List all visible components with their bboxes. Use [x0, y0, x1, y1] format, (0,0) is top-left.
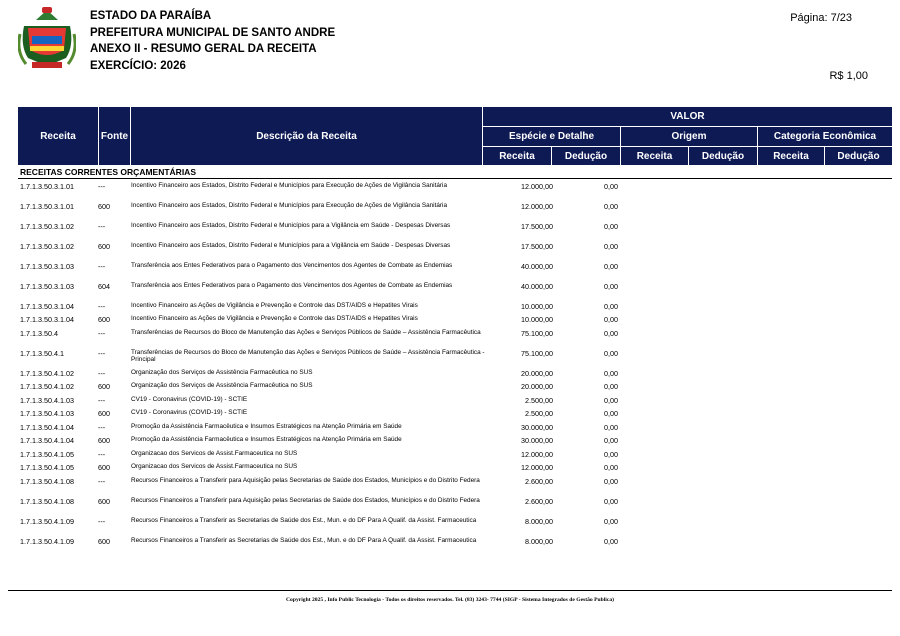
table-body — [18, 182, 892, 557]
row-receita: 12.000,00 — [521, 463, 553, 472]
row-fonte: --- — [98, 329, 106, 338]
table-row — [18, 409, 892, 423]
row-receita: 2.500,00 — [525, 409, 553, 418]
row-code: 1.7.1.3.50.4.1.03 — [20, 396, 74, 405]
row-code: 1.7.1.3.50.3.1.02 — [20, 242, 74, 251]
table-row — [18, 537, 892, 557]
row-description: Incentivo Financeiro aos Estados, Distrito Federal e Municípios para a Vigilância em Saúde - Despesas Diversas — [131, 222, 451, 229]
row-deducao: 0,00 — [604, 409, 618, 418]
currency-unit: R$ 1,00 — [829, 70, 868, 82]
row-receita: 8.000,00 — [525, 537, 553, 546]
row-deducao: 0,00 — [604, 262, 618, 271]
row-deducao: 0,00 — [604, 423, 618, 432]
row-description: Incentivo Financeiro as Ações de Vigilância e Prevenção e Controle das DST/AIDS e Hepatites Virais — [131, 302, 418, 309]
row-receita: 10.000,00 — [521, 302, 553, 311]
row-code: 1.7.1.3.50.3.1.01 — [20, 182, 74, 191]
row-receita: 40.000,00 — [521, 282, 553, 291]
row-description: Recursos Financeiros a Transferir as Secretarias de Saúde dos Est., Mun. e do DF Para A Qualif. da Assist. Farmaceutica — [131, 537, 477, 544]
row-code: 1.7.1.3.50.4.1 — [20, 349, 64, 358]
report-header — [90, 8, 335, 74]
row-receita: 12.000,00 — [521, 202, 553, 211]
table-row — [18, 369, 892, 382]
row-description: Incentivo Financeiro aos Estados, Distrito Federal e Municípios para Execução de Ações de Vigilância Sanitária — [131, 202, 448, 209]
footer-divider — [8, 590, 892, 591]
municipality-name: PREFEITURA MUNICIPAL DE SANTO ANDRE — [90, 26, 336, 39]
row-code: 1.7.1.3.50.3.1.02 — [20, 222, 74, 231]
sub-origem-receita: Receita — [621, 147, 688, 165]
row-fonte: --- — [98, 262, 106, 271]
row-deducao: 0,00 — [604, 450, 618, 459]
col-fonte: Fonte — [99, 107, 130, 165]
row-deducao: 0,00 — [604, 369, 618, 378]
row-deducao: 0,00 — [604, 282, 618, 291]
row-fonte: --- — [98, 302, 106, 311]
table-row — [18, 349, 892, 369]
row-fonte: --- — [98, 477, 106, 486]
footer-copyright: Copyright 2025 , Info Public Tecnologia - Todos os direitos reservados. Tel. (83) 3243- 7744 (SIGP - Sistema Integrados de Gestão Publica) — [286, 597, 614, 603]
table-row — [18, 302, 892, 315]
row-code: 1.7.1.3.50.3.1.01 — [20, 202, 74, 211]
row-deducao: 0,00 — [604, 537, 618, 546]
row-receita: 2.500,00 — [525, 396, 553, 405]
row-deducao: 0,00 — [604, 349, 618, 358]
section-divider — [18, 178, 892, 179]
row-fonte: --- — [98, 369, 106, 378]
col-receita: Receita — [18, 107, 98, 165]
row-deducao: 0,00 — [604, 202, 618, 211]
row-description: Organizacao dos Servicos de Assist.Farmaceutica no SUS — [131, 463, 298, 470]
row-code: 1.7.1.3.50.4.1.05 — [20, 463, 74, 472]
col-origem: Origem — [621, 127, 757, 146]
report-title: ANEXO II - RESUMO GERAL DA RECEITA — [90, 43, 317, 55]
col-valor: VALOR — [483, 107, 892, 126]
row-description: Transferência aos Entes Federativos para o Pagamento dos Vencimentos dos Agentes de Combate as Endemias — [131, 282, 453, 289]
row-fonte: 600 — [98, 436, 110, 445]
row-code: 1.7.1.3.50.4.1.04 — [20, 436, 74, 445]
row-code: 1.7.1.3.50.4.1.02 — [20, 382, 74, 391]
row-code: 1.7.1.3.50.3.1.04 — [20, 315, 74, 324]
row-description: Incentivo Financeiro as Ações de Vigilância e Prevenção e Controle das DST/AIDS e Hepatites Virais — [131, 315, 418, 322]
row-code: 1.7.1.3.50.4.1.02 — [20, 369, 74, 378]
table-row — [18, 382, 892, 396]
row-deducao: 0,00 — [604, 396, 618, 405]
row-deducao: 0,00 — [604, 302, 618, 311]
row-receita: 30.000,00 — [521, 436, 553, 445]
row-code: 1.7.1.3.50.4.1.09 — [20, 517, 74, 526]
table-row — [18, 463, 892, 477]
row-fonte: --- — [98, 222, 106, 231]
row-code: 1.7.1.3.50.3.1.03 — [20, 262, 74, 271]
table-row — [18, 262, 892, 282]
row-description: Transferências de Recursos do Bloco de Manutenção das Ações e Serviços Públicos de Saúde – Assistência Farmacêutica — [131, 329, 481, 336]
row-receita: 17.500,00 — [521, 222, 553, 231]
row-fonte: 600 — [98, 242, 110, 251]
row-fonte: 600 — [98, 382, 110, 391]
row-description: Incentivo Financeiro aos Estados, Distrito Federal e Municípios para a Vigilância em Saúde - Despesas Diversas — [131, 242, 451, 249]
row-code: 1.7.1.3.50.4.1.08 — [20, 497, 74, 506]
col-especie: Espécie e Detalhe — [483, 127, 620, 146]
row-code: 1.7.1.3.50.4.1.08 — [20, 477, 74, 486]
row-code: 1.7.1.3.50.4.1.03 — [20, 409, 74, 418]
row-description: Transferências de Recursos do Bloco de Manutenção das Ações e Serviços Públicos de Saúde – Assistência Farmacêutica - Principal — [131, 349, 485, 364]
state-name: ESTADO DA PARAÍBA — [90, 10, 212, 22]
row-description: Promoção da Assistência Farmacêutica e Insumos Estratégicos na Atenção Primária em Saúde — [131, 436, 402, 443]
row-fonte: --- — [98, 396, 106, 405]
row-description: Recursos Financeiros a Transferir para Aquisição pelas Secretarias de Saúde dos Estados, Municípios e do Distrito Federa — [131, 477, 480, 484]
section-title: RECEITAS CORRENTES ORÇAMENTÁRIAS — [20, 167, 196, 177]
row-receita: 75.100,00 — [521, 329, 553, 338]
row-deducao: 0,00 — [604, 182, 618, 191]
row-description: Organização dos Serviços de Assistência Farmacêutica no SUS — [131, 369, 313, 376]
table-row — [18, 315, 892, 329]
table-row — [18, 450, 892, 463]
row-description: Recursos Financeiros a Transferir as Secretarias de Saúde dos Est., Mun. e do DF Para A Qualif. da Assist. Farmaceutica — [131, 517, 477, 524]
col-descricao: Descrição da Receita — [131, 107, 482, 165]
table-row — [18, 423, 892, 436]
row-receita: 10.000,00 — [521, 315, 553, 324]
coat-of-arms-logo — [18, 6, 76, 72]
row-fonte: 600 — [98, 409, 110, 418]
row-code: 1.7.1.3.50.4 — [20, 329, 58, 338]
sub-categoria-deducao: Dedução — [825, 147, 892, 165]
row-receita: 8.000,00 — [525, 517, 553, 526]
row-description: Organização dos Serviços de Assistência Farmacêutica no SUS — [131, 382, 313, 389]
row-fonte: --- — [98, 423, 106, 432]
row-deducao: 0,00 — [604, 315, 618, 324]
sub-especie-receita: Receita — [483, 147, 551, 165]
row-receita: 40.000,00 — [521, 262, 553, 271]
table-row — [18, 182, 892, 202]
row-receita: 20.000,00 — [521, 369, 553, 378]
row-description: Organizacao dos Servicos de Assist.Farmaceutica no SUS — [131, 450, 298, 457]
table-row — [18, 477, 892, 497]
row-receita: 20.000,00 — [521, 382, 553, 391]
table-row — [18, 242, 892, 262]
row-deducao: 0,00 — [604, 242, 618, 251]
row-fonte: 600 — [98, 537, 110, 546]
row-code: 1.7.1.3.50.4.1.04 — [20, 423, 74, 432]
row-description: CV19 - Coronavirus (COVID-19) - SCTIE — [131, 409, 248, 416]
page-number: Página: 7/23 — [790, 12, 852, 24]
row-deducao: 0,00 — [604, 517, 618, 526]
row-receita: 75.100,00 — [521, 349, 553, 358]
row-deducao: 0,00 — [604, 463, 618, 472]
row-fonte: 600 — [98, 315, 110, 324]
row-description: Transferência aos Entes Federativos para o Pagamento dos Vencimentos dos Agentes de Combate as Endemias — [131, 262, 453, 269]
row-fonte: 600 — [98, 463, 110, 472]
sub-categoria-receita: Receita — [758, 147, 824, 165]
row-fonte: --- — [98, 517, 106, 526]
table-row — [18, 436, 892, 450]
row-code: 1.7.1.3.50.4.1.09 — [20, 537, 74, 546]
row-description: CV19 - Coronavirus (COVID-19) - SCTIE — [131, 396, 248, 403]
row-receita: 2.600,00 — [525, 497, 553, 506]
sub-especie-deducao: Dedução — [552, 147, 620, 165]
row-deducao: 0,00 — [604, 329, 618, 338]
row-description: Recursos Financeiros a Transferir para Aquisição pelas Secretarias de Saúde dos Estados, Municípios e do Distrito Federa — [131, 497, 480, 504]
row-receita: 2.600,00 — [525, 477, 553, 486]
table-row — [18, 282, 892, 302]
table-row — [18, 396, 892, 409]
table-header — [18, 107, 892, 165]
row-fonte: --- — [98, 349, 106, 358]
row-deducao: 0,00 — [604, 436, 618, 445]
table-row — [18, 497, 892, 517]
row-receita: 12.000,00 — [521, 450, 553, 459]
row-code: 1.7.1.3.50.4.1.05 — [20, 450, 74, 459]
row-fonte: --- — [98, 450, 106, 459]
fiscal-year: EXERCÍCIO: 2026 — [90, 59, 186, 72]
row-receita: 30.000,00 — [521, 423, 553, 432]
row-deducao: 0,00 — [604, 382, 618, 391]
row-fonte: --- — [98, 182, 106, 191]
row-receita: 12.000,00 — [521, 182, 553, 191]
sub-origem-deducao: Dedução — [689, 147, 757, 165]
row-code: 1.7.1.3.50.3.1.03 — [20, 282, 74, 291]
row-deducao: 0,00 — [604, 222, 618, 231]
row-description: Incentivo Financeiro aos Estados, Distrito Federal e Municípios para Execução de Ações de Vigilância Sanitária — [131, 182, 448, 189]
table-row — [18, 517, 892, 537]
row-fonte: 600 — [98, 202, 110, 211]
row-fonte: 600 — [98, 497, 110, 506]
row-description: Promoção da Assistência Farmacêutica e Insumos Estratégicos na Atenção Primária em Saúde — [131, 423, 402, 430]
row-fonte: 604 — [98, 282, 110, 291]
row-deducao: 0,00 — [604, 477, 618, 486]
table-row — [18, 202, 892, 222]
col-categoria: Categoria Econômica — [758, 127, 892, 146]
row-receita: 17.500,00 — [521, 242, 553, 251]
table-row — [18, 222, 892, 242]
row-deducao: 0,00 — [604, 497, 618, 506]
table-row — [18, 329, 892, 349]
row-code: 1.7.1.3.50.3.1.04 — [20, 302, 74, 311]
